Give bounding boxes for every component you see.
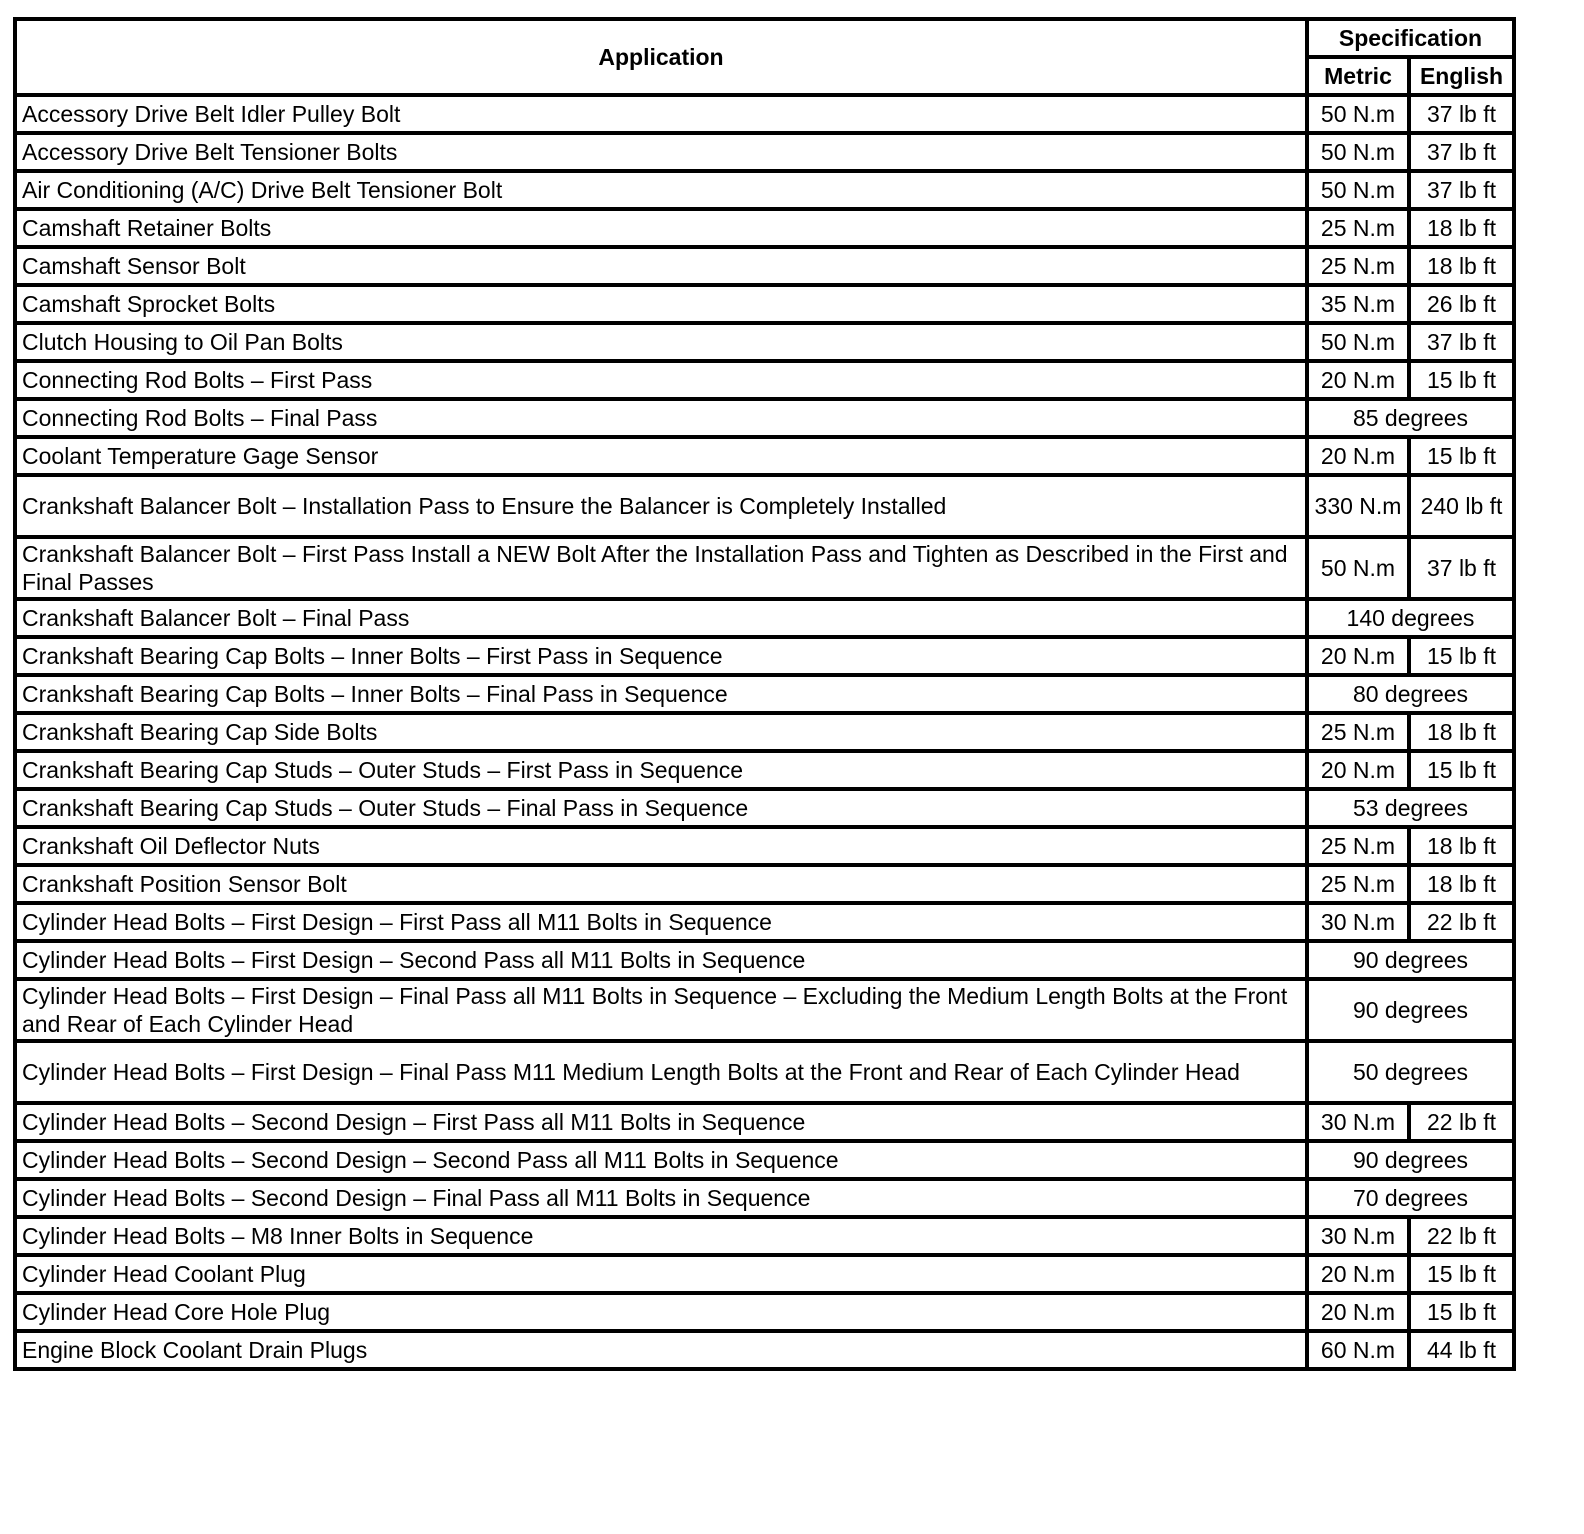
metric-cell: 20 N.m — [1307, 1293, 1409, 1331]
metric-cell: 50 N.m — [1307, 323, 1409, 361]
metric-cell: 30 N.m — [1307, 903, 1409, 941]
combined-spec-cell: 80 degrees — [1307, 675, 1514, 713]
combined-spec-cell: 90 degrees — [1307, 941, 1514, 979]
metric-cell: 20 N.m — [1307, 637, 1409, 675]
metric-cell: 50 N.m — [1307, 95, 1409, 133]
header-metric: Metric — [1307, 57, 1409, 95]
english-cell: 18 lb ft — [1409, 827, 1514, 865]
table-row — [15, 599, 1514, 637]
application-cell: Cylinder Head Bolts – First Design – Second Pass all M11 Bolts in Sequence — [15, 941, 1307, 979]
english-cell: 22 lb ft — [1409, 1103, 1514, 1141]
table-row — [15, 979, 1514, 1041]
combined-spec-cell: 85 degrees — [1307, 399, 1514, 437]
english-cell: 18 lb ft — [1409, 209, 1514, 247]
application-cell: Crankshaft Bearing Cap Bolts – Inner Bolts – First Pass in Sequence — [15, 637, 1307, 675]
english-cell: 22 lb ft — [1409, 1217, 1514, 1255]
application-cell: Air Conditioning (A/C) Drive Belt Tensioner Bolt — [15, 171, 1307, 209]
combined-spec-cell: 70 degrees — [1307, 1179, 1514, 1217]
table-row — [15, 323, 1514, 361]
application-cell: Crankshaft Balancer Bolt – First Pass Install a NEW Bolt After the Installation Pass and Tighten as Described in the First and Final Passes — [15, 537, 1307, 599]
english-cell: 15 lb ft — [1409, 361, 1514, 399]
english-cell: 37 lb ft — [1409, 95, 1514, 133]
table-row — [15, 437, 1514, 475]
table-row — [15, 1103, 1514, 1141]
english-cell: 15 lb ft — [1409, 637, 1514, 675]
table-row — [15, 399, 1514, 437]
metric-cell: 50 N.m — [1307, 133, 1409, 171]
table-row — [15, 133, 1514, 171]
combined-spec-cell: 53 degrees — [1307, 789, 1514, 827]
table-row — [15, 903, 1514, 941]
table-row — [15, 675, 1514, 713]
application-cell: Cylinder Head Bolts – First Design – Final Pass M11 Medium Length Bolts at the Front and Rear of Each Cylinder Head — [15, 1041, 1307, 1103]
metric-cell: 50 N.m — [1307, 537, 1409, 599]
application-cell: Connecting Rod Bolts – Final Pass — [15, 399, 1307, 437]
metric-cell: 25 N.m — [1307, 247, 1409, 285]
table-row — [15, 827, 1514, 865]
application-cell: Cylinder Head Bolts – Second Design – Final Pass all M11 Bolts in Sequence — [15, 1179, 1307, 1217]
application-cell: Cylinder Head Coolant Plug — [15, 1255, 1307, 1293]
header-specification: Specification — [1307, 19, 1514, 57]
english-cell: 18 lb ft — [1409, 247, 1514, 285]
metric-cell: 330 N.m — [1307, 475, 1409, 537]
application-cell: Cylinder Head Core Hole Plug — [15, 1293, 1307, 1331]
english-cell: 18 lb ft — [1409, 713, 1514, 751]
table-row — [15, 1293, 1514, 1331]
english-cell: 15 lb ft — [1409, 1293, 1514, 1331]
table-body — [15, 95, 1514, 1369]
table-row — [15, 209, 1514, 247]
table-row — [15, 1217, 1514, 1255]
metric-cell: 25 N.m — [1307, 865, 1409, 903]
application-cell: Crankshaft Bearing Cap Studs – Outer Studs – First Pass in Sequence — [15, 751, 1307, 789]
table-row — [15, 1331, 1514, 1369]
application-cell: Crankshaft Balancer Bolt – Final Pass — [15, 599, 1307, 637]
application-cell: Crankshaft Bearing Cap Bolts – Inner Bolts – Final Pass in Sequence — [15, 675, 1307, 713]
table-row — [15, 95, 1514, 133]
english-cell: 15 lb ft — [1409, 437, 1514, 475]
table-row — [15, 1255, 1514, 1293]
english-cell: 37 lb ft — [1409, 133, 1514, 171]
english-cell: 37 lb ft — [1409, 323, 1514, 361]
application-cell: Crankshaft Balancer Bolt – Installation Pass to Ensure the Balancer is Completely Installed — [15, 475, 1307, 537]
application-cell: Connecting Rod Bolts – First Pass — [15, 361, 1307, 399]
application-cell: Coolant Temperature Gage Sensor — [15, 437, 1307, 475]
combined-spec-cell: 140 degrees — [1307, 599, 1514, 637]
english-cell: 18 lb ft — [1409, 865, 1514, 903]
application-cell: Camshaft Sensor Bolt — [15, 247, 1307, 285]
english-cell: 15 lb ft — [1409, 1255, 1514, 1293]
table-row — [15, 475, 1514, 537]
table-row — [15, 285, 1514, 323]
application-cell: Accessory Drive Belt Tensioner Bolts — [15, 133, 1307, 171]
english-cell: 44 lb ft — [1409, 1331, 1514, 1369]
header-english: English — [1409, 57, 1514, 95]
header-application: Application — [15, 19, 1307, 95]
metric-cell: 25 N.m — [1307, 209, 1409, 247]
table-row — [15, 1141, 1514, 1179]
application-cell: Camshaft Sprocket Bolts — [15, 285, 1307, 323]
table-row — [15, 1179, 1514, 1217]
application-cell: Camshaft Retainer Bolts — [15, 209, 1307, 247]
application-cell: Engine Block Coolant Drain Plugs — [15, 1331, 1307, 1369]
english-cell: 22 lb ft — [1409, 903, 1514, 941]
english-cell: 37 lb ft — [1409, 171, 1514, 209]
application-cell: Cylinder Head Bolts – Second Design – First Pass all M11 Bolts in Sequence — [15, 1103, 1307, 1141]
torque-specification-table — [13, 17, 1516, 1371]
table-row — [15, 751, 1514, 789]
english-cell: 15 lb ft — [1409, 751, 1514, 789]
metric-cell: 30 N.m — [1307, 1217, 1409, 1255]
english-cell: 240 lb ft — [1409, 475, 1514, 537]
metric-cell: 25 N.m — [1307, 827, 1409, 865]
metric-cell: 20 N.m — [1307, 1255, 1409, 1293]
table-row — [15, 361, 1514, 399]
english-cell: 37 lb ft — [1409, 537, 1514, 599]
application-cell: Cylinder Head Bolts – First Design – Final Pass all M11 Bolts in Sequence – Excluding the Medium Length Bolts at the Front and Rear of Each Cylinder Head — [15, 979, 1307, 1041]
application-cell: Cylinder Head Bolts – M8 Inner Bolts in Sequence — [15, 1217, 1307, 1255]
metric-cell: 60 N.m — [1307, 1331, 1409, 1369]
metric-cell: 20 N.m — [1307, 751, 1409, 789]
application-cell: Cylinder Head Bolts – Second Design – Second Pass all M11 Bolts in Sequence — [15, 1141, 1307, 1179]
table-row — [15, 865, 1514, 903]
metric-cell: 20 N.m — [1307, 361, 1409, 399]
table-row — [15, 941, 1514, 979]
combined-spec-cell: 90 degrees — [1307, 979, 1514, 1041]
combined-spec-cell: 50 degrees — [1307, 1041, 1514, 1103]
application-cell: Crankshaft Bearing Cap Side Bolts — [15, 713, 1307, 751]
table-row — [15, 713, 1514, 751]
table-row — [15, 637, 1514, 675]
application-cell: Clutch Housing to Oil Pan Bolts — [15, 323, 1307, 361]
table-row — [15, 171, 1514, 209]
metric-cell: 30 N.m — [1307, 1103, 1409, 1141]
combined-spec-cell: 90 degrees — [1307, 1141, 1514, 1179]
application-cell: Cylinder Head Bolts – First Design – First Pass all M11 Bolts in Sequence — [15, 903, 1307, 941]
table-row — [15, 789, 1514, 827]
metric-cell: 20 N.m — [1307, 437, 1409, 475]
application-cell: Crankshaft Bearing Cap Studs – Outer Studs – Final Pass in Sequence — [15, 789, 1307, 827]
metric-cell: 25 N.m — [1307, 713, 1409, 751]
table-row — [15, 537, 1514, 599]
metric-cell: 50 N.m — [1307, 171, 1409, 209]
metric-cell: 35 N.m — [1307, 285, 1409, 323]
application-cell: Crankshaft Position Sensor Bolt — [15, 865, 1307, 903]
application-cell: Accessory Drive Belt Idler Pulley Bolt — [15, 95, 1307, 133]
english-cell: 26 lb ft — [1409, 285, 1514, 323]
application-cell: Crankshaft Oil Deflector Nuts — [15, 827, 1307, 865]
table-row — [15, 247, 1514, 285]
table-row — [15, 1041, 1514, 1103]
